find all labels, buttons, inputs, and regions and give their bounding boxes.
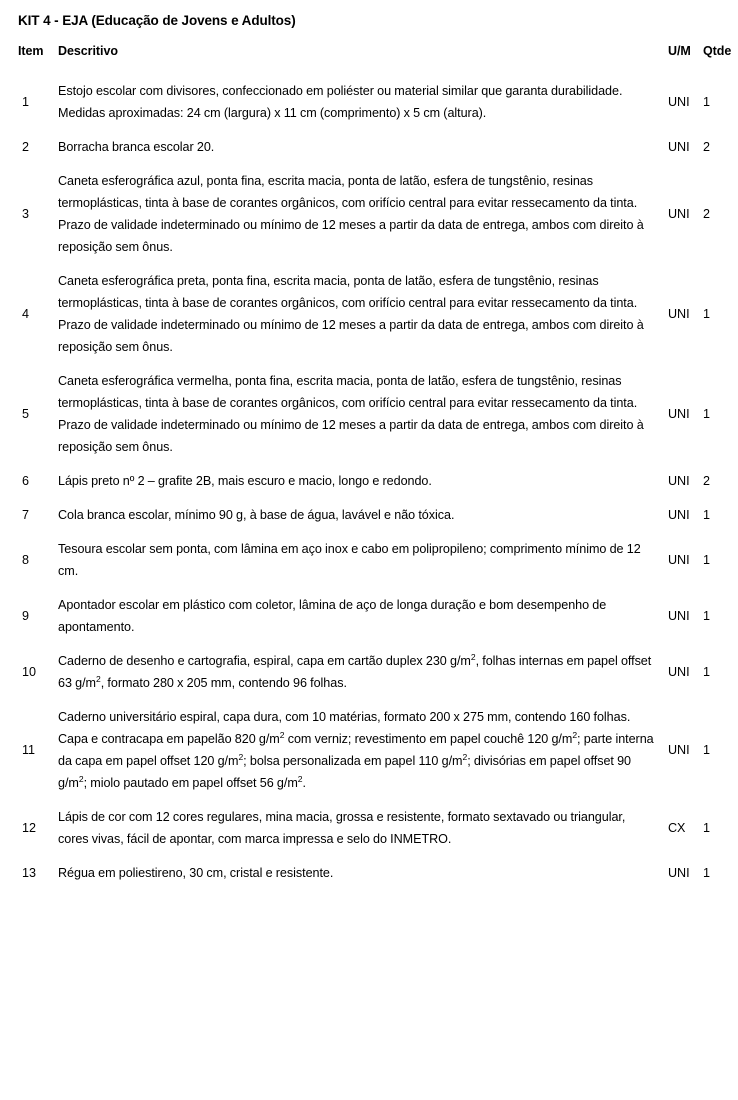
cell-quantidade: 1	[703, 508, 710, 522]
cell-quantidade: 1	[703, 407, 710, 421]
cell-item-number: 8	[22, 553, 29, 567]
cell-descritivo: Caderno universitário espiral, capa dura, com 10 matérias, formato 200 x 275 mm, contendo 160 folhas. Capa e contracapa em papelão 820 $g/m^2$ com verniz; revestimento em papel couchê 120 $g/m^2$; parte interna da capa em papel offset 120 $g/m^2$; bolsa personalizada em papel 110 $g/m^2$; divisórias em papel offset 90 $g/m^2$; miolo pautado em papel offset 56 $g/m^2$.	[58, 710, 654, 790]
table-row	[18, 800, 728, 856]
cell-quantidade: 2	[703, 140, 710, 154]
cell-item-number: 13	[22, 866, 36, 880]
table-row	[18, 644, 728, 700]
cell-descritivo: Apontador escolar em plástico com coletor, lâmina de aço de longa duração e bom desempenho de apontamento.	[58, 598, 607, 634]
cell-descritivo: Estojo escolar com divisores, confeccionado em poliéster ou material similar que garanta durabilidade. Medidas aproximadas: 24 cm (largura) x 11 cm (comprimento) x 5 cm (altura).	[58, 84, 623, 120]
cell-descritivo: Caneta esferográfica azul, ponta fina, escrita macia, ponta de latão, esfera de tungstênio, resinas termoplásticas, tinta à base de corantes orgânicos, com orifício central para evitar ressecamento da tinta. Prazo de validade indeterminado ou mínimo de 12 meses a partir da data de entrega, ambos com direito à reposição sem ônus.	[58, 174, 644, 254]
table-row	[18, 264, 728, 364]
cell-descritivo: Borracha branca escolar 20.	[58, 140, 215, 154]
column-header-qtde: Qtde	[703, 44, 732, 58]
cell-unidade-medida: UNI	[668, 866, 690, 880]
kit-items-table	[18, 44, 732, 890]
cell-item-number: 2	[22, 140, 29, 154]
table-row	[18, 700, 728, 800]
cell-descritivo: Tesoura escolar sem ponta, com lâmina em aço inox e cabo em polipropileno; comprimento mínimo de 12 cm.	[58, 542, 641, 578]
cell-quantidade: 1	[703, 609, 710, 623]
column-header-descritivo: Descritivo	[58, 44, 118, 58]
table-row	[18, 364, 728, 464]
cell-quantidade: 1	[703, 553, 710, 567]
cell-quantidade: 1	[703, 743, 710, 757]
cell-unidade-medida: UNI	[668, 307, 690, 321]
table-row	[18, 856, 728, 890]
cell-quantidade: 1	[703, 665, 710, 679]
cell-unidade-medida: UNI	[668, 508, 690, 522]
cell-item-number: 4	[22, 307, 29, 321]
cell-descritivo: Lápis preto nº 2 – grafite 2B, mais escuro e macio, longo e redondo.	[58, 474, 432, 488]
cell-descritivo: Caneta esferográfica preta, ponta fina, escrita macia, ponta de latão, esfera de tungstênio, resinas termoplásticas, tinta à base de corantes orgânicos, com orifício central para evitar ressecamento da tinta. Prazo de validade indeterminado ou mínimo de 12 meses a partir da data de entrega, ambos com direito à reposição sem ônus.	[58, 274, 644, 354]
cell-descritivo: Régua em poliestireno, 30 cm, cristal e resistente.	[58, 866, 334, 880]
cell-item-number: 7	[22, 508, 29, 522]
cell-quantidade: 1	[703, 821, 710, 835]
table-row	[18, 130, 728, 164]
cell-item-number: 10	[22, 665, 36, 679]
table-row	[18, 498, 728, 532]
cell-unidade-medida: UNI	[668, 609, 690, 623]
table-row	[18, 588, 728, 644]
table-body	[18, 74, 728, 890]
cell-unidade-medida: UNI	[668, 743, 690, 757]
cell-quantidade: 1	[703, 95, 710, 109]
cell-unidade-medida: UNI	[668, 207, 690, 221]
table-header	[18, 44, 732, 74]
cell-item-number: 9	[22, 609, 29, 623]
cell-item-number: 11	[22, 743, 35, 757]
cell-quantidade: 1	[703, 866, 710, 880]
table-row	[18, 74, 728, 130]
cell-unidade-medida: UNI	[668, 474, 690, 488]
cell-descritivo: Lápis de cor com 12 cores regulares, mina macia, grossa e resistente, formato sextavado ou triangular, cores vivas, fácil de apontar, com marca impressa e selo do INMETRO.	[58, 810, 626, 846]
table-row	[18, 164, 728, 264]
table-header-row	[18, 44, 728, 74]
column-header-um: U/M	[668, 44, 691, 58]
cell-descritivo: Cola branca escolar, mínimo 90 g, à base de água, lavável e não tóxica.	[58, 508, 455, 522]
page-title: KIT 4 - EJA (Educação de Jovens e Adultos)	[18, 13, 296, 28]
table-row	[18, 532, 728, 588]
cell-unidade-medida: CX	[668, 821, 686, 835]
cell-item-number: 1	[22, 95, 29, 109]
cell-unidade-medida: UNI	[668, 95, 690, 109]
cell-item-number: 5	[22, 407, 29, 421]
cell-unidade-medida: UNI	[668, 140, 690, 154]
cell-item-number: 3	[22, 207, 29, 221]
cell-item-number: 12	[22, 821, 36, 835]
cell-descritivo: Caderno de desenho e cartografia, espiral, capa em cartão duplex 230 $g/m^2$, folhas internas em papel offset 63 $g/m^2$, formato 280 x 205 mm, contendo 96 folhas.	[58, 651, 652, 690]
cell-quantidade: 1	[703, 307, 710, 321]
cell-item-number: 6	[22, 474, 29, 488]
table-row	[18, 464, 728, 498]
cell-unidade-medida: UNI	[668, 665, 690, 679]
cell-unidade-medida: UNI	[668, 553, 690, 567]
column-header-item: Item	[18, 44, 44, 58]
cell-descritivo: Caneta esferográfica vermelha, ponta fina, escrita macia, ponta de latão, esfera de tungstênio, resinas termoplásticas, tinta à base de corantes orgânicos, com orifício central para evitar ressecamento da tinta. Prazo de validade indeterminado ou mínimo de 12 meses a partir da data de entrega, ambos com direito à reposição sem ônus.	[58, 374, 644, 454]
cell-unidade-medida: UNI	[668, 407, 690, 421]
cell-quantidade: 2	[703, 207, 710, 221]
cell-quantidade: 2	[703, 474, 710, 488]
